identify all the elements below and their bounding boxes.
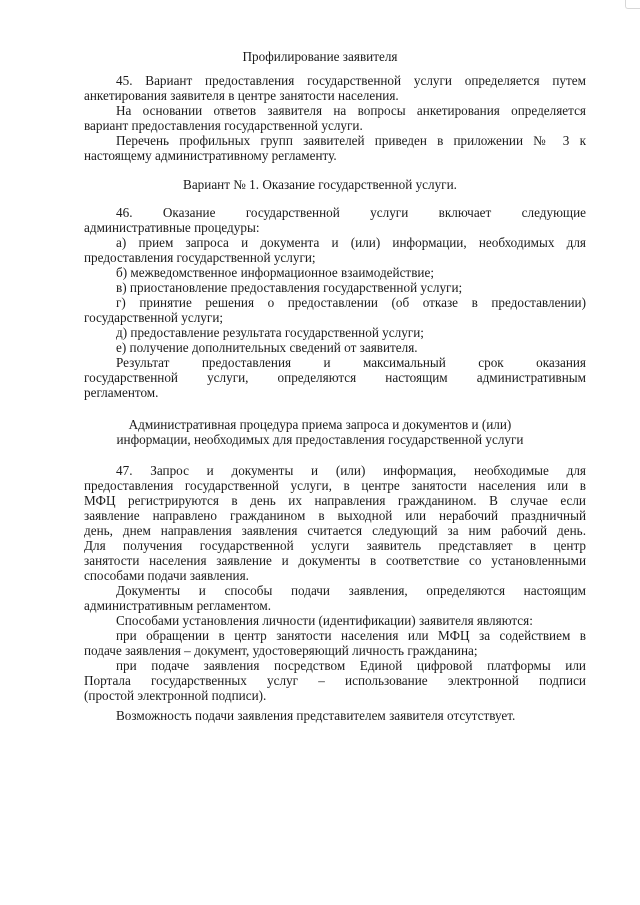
paragraph-46-item-g-line-2: государственной услуги; xyxy=(84,310,224,325)
section-title: Профилирование заявителя xyxy=(242,49,398,64)
paragraph-47-line-13: подаче заявления – документ, удостоверяющий личность гражданина; xyxy=(84,643,478,658)
variant-title: Вариант № 1. Оказание государственной услуги. xyxy=(183,177,457,192)
paragraph-46-result-line-3: регламентом. xyxy=(84,385,159,400)
paragraph-46-item-b: б) межведомственное информационное взаимодействие; xyxy=(116,265,434,280)
paragraph-47-line-1: 47. Запрос и документы и (или) информация, необходимые для xyxy=(116,463,586,478)
page-corner-mark xyxy=(625,0,640,9)
paragraph-46-result-line-1: Результат предоставления и максимальный срок оказания xyxy=(116,355,586,370)
paragraph-46-item-v: в) приостановление предоставления государственной услуги; xyxy=(116,280,463,295)
paragraph-46-line-2: административные процедуры: xyxy=(84,220,260,235)
paragraph-46-item-e: е) получение дополнительных сведений от заявителя. xyxy=(116,340,418,355)
paragraph-47-line-8: способами подачи заявления. xyxy=(84,568,249,583)
paragraph-47-line-7: занятости населения заявление и документы в соответствие со установленными xyxy=(84,553,586,568)
paragraph-45-line-6: настоящему административному регламенту. xyxy=(84,148,337,163)
paragraph-45-line-3: На основании ответов заявителя на вопросы анкетирования определяется xyxy=(116,103,586,118)
paragraph-47-line-10: административным регламентом. xyxy=(84,598,272,613)
paragraph-45-line-2: анкетирования заявителя в центре занятости населения. xyxy=(84,88,399,103)
paragraph-46-item-a-line-2: предоставления государственной услуги; xyxy=(84,250,316,265)
paragraph-47-line-16: (простой электронной подписи). xyxy=(84,688,267,703)
paragraph-46-item-g-line-1: г) принятие решения о предоставлении (об отказе в предоставлении) xyxy=(116,295,586,310)
paragraph-47-line-9: Документы и способы подачи заявления, определяются настоящим xyxy=(116,583,586,598)
paragraph-45-line-1: 45. Вариант предоставления государственной услуги определяется путем xyxy=(116,73,586,88)
paragraph-47-line-17: Возможность подачи заявления представителем заявителя отсутствует. xyxy=(116,708,516,723)
paragraph-47-line-15: Портала государственных услуг – использование электронной подписи xyxy=(84,673,586,688)
paragraph-47-line-12: при обращении в центр занятости населения или МФЦ за содействием в xyxy=(116,628,586,643)
paragraph-47-line-2: предоставления государственной услуги, в центре занятости населения или в xyxy=(84,478,586,493)
procedure-title-line-2: информации, необходимых для предоставления государственной услуги xyxy=(116,432,524,447)
paragraph-47-line-4: заявление направлено гражданином в выходной или нерабочий праздничный xyxy=(84,508,586,523)
paragraph-47-line-5: день, днем направления заявления считается следующий за ним рабочий день. xyxy=(84,523,586,538)
paragraph-46-item-d: д) предоставление результата государственной услуги; xyxy=(116,325,424,340)
paragraph-47-line-14: при подаче заявления посредством Единой цифровой платформы или xyxy=(116,658,586,673)
paragraph-45-line-5: Перечень профильных групп заявителей приведен в приложении № 3 к xyxy=(116,133,586,148)
paragraph-46-line-1: 46. Оказание государственной услуги включает следующие xyxy=(116,205,586,220)
paragraph-46-item-a-line-1: а) прием запроса и документа и (или) информации, необходимых для xyxy=(116,235,586,250)
paragraph-46-result-line-2: государственной услуги, определяются настоящим административным xyxy=(84,370,586,385)
paragraph-47-line-3: МФЦ регистрируются в день их направления гражданином. В случае если xyxy=(84,493,586,508)
paragraph-47-line-6: Для получения государственной услуги заявитель представляет в центр xyxy=(84,538,586,553)
procedure-title-line-1: Административная процедура приема запроса и документов и (или) xyxy=(128,417,512,432)
paragraph-45-line-4: вариант предоставления государственной услуги. xyxy=(84,118,363,133)
paragraph-47-line-11: Способами установления личности (идентификации) заявителя являются: xyxy=(116,613,533,628)
